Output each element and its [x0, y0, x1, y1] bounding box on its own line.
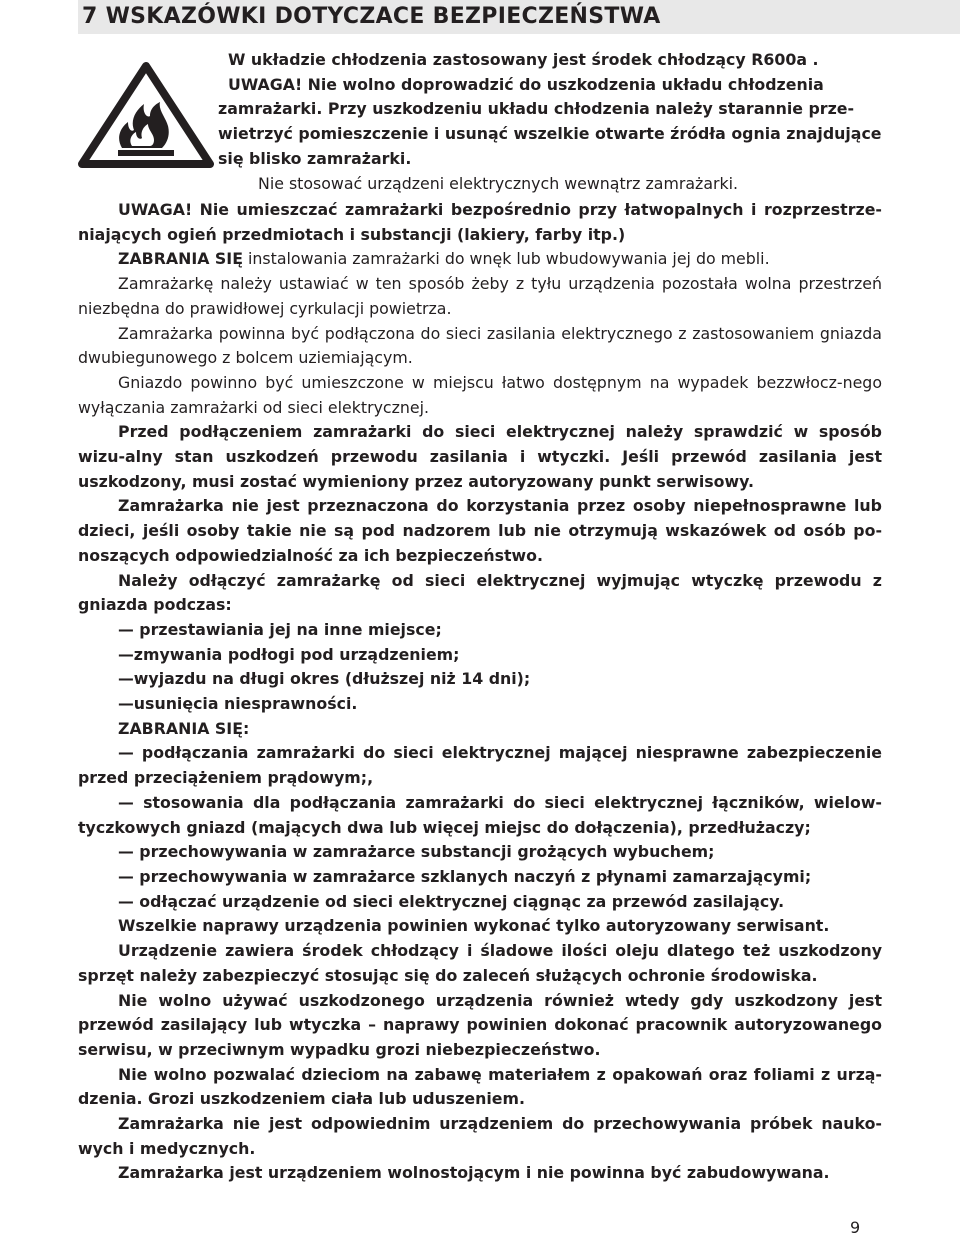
list-item: — podłączania zamrażarki do sieci elektrycznej mającej niesprawne zabezpieczenie przed przeciążeniem prądowym;, — [78, 743, 882, 788]
list-item: —zmywania podłogi pod urządzeniem; — [118, 644, 460, 664]
list-item: — przechowywania w zamrażarce szklanych naczyń z płynami zamarzającymi; — [118, 866, 812, 886]
list-item: —wyjazdu na długi okres (dłuższej niż 14 dni); — [118, 669, 531, 689]
paragraph: Nie wolno pozwalać dzieciom na zabawę materiałem z opakowań oraz foliami z urzą-dzenia. Grozi uszkodzeniem ciała lub uduszeniem. — [78, 1064, 882, 1109]
paragraph: Urządzenie zawiera środek chłodzący i śladowe ilości oleju dlatego też uszkodzony sprzęt należy zabezpieczyć stosując się do zaleceń służących ochronie środowiska. — [78, 941, 882, 985]
intro-line: Nie stosować urządzeni elektrycznych wewnątrz zamrażarki. — [258, 173, 739, 193]
paragraph: Zamrażarka nie jest odpowiednim urządzeniem do przechowywania próbek nauko-wych i medycznych. — [78, 1114, 882, 1158]
list-item: —usunięcia niesprawności. — [118, 694, 358, 714]
paragraph: Nie wolno używać uszkodzonego urządzenia również wtedy gdy uszkodzony jest przewód zasilający lub wtyczka – naprawy powinien dokonać pracownik autoryzowanego serwisu, w przeciwnym wypadku grozi niebezpieczeństwo. — [78, 990, 882, 1059]
paragraph: Zamrażarka nie jest przeznaczona do korzystania przez osoby niepełnosprawne lub dzieci, jeśli osoby takie nie są pod nadzorem lub nie otrzymują wskazówek od osób po-noszących odpowiedzialność za ich bezpieczeństwo. — [78, 496, 882, 565]
list-item: — stosowania dla podłączania zamrażarki do sieci elektrycznej łączników, wielow-tyczkowych gniazd (mających dwa lub więcej miejsc do dołączenia), przedłużaczy; — [78, 792, 882, 837]
intro-line: W układzie chłodzenia zastosowany jest środek chłodzący R600a . — [228, 50, 819, 69]
flammable-warning-triangle-icon — [78, 60, 214, 170]
safety-instructions — [78, 198, 882, 1186]
section-header — [78, 0, 960, 34]
paragraph — [78, 247, 882, 272]
prohibition-heading: ZABRANIA SIĘ: — [118, 718, 250, 738]
section-title: 7 WSKAZÓWKI DOTYCZACE BEZPIECZEŃSTWA — [82, 4, 661, 29]
list-item: — przestawiania jej na inne miejsce; — [118, 619, 442, 639]
paragraph-text: instalowania zamrażarki do wnęk lub wbudowywania jej do mebli. — [242, 249, 770, 269]
paragraph: Zamrażarkę należy ustawiać w ten sposób żeby z tyłu urządzenia pozostała wolna przestrzeń niezbędna do prawidłowej cyrkulacji powietrza. — [78, 274, 882, 318]
list-item: — odłączać urządzenie od sieci elektrycznej ciągnąc za przewód zasilający. — [118, 891, 785, 911]
paragraph: Zamrażarka jest urządzeniem wolnostojącym i nie powinna być zabudowywana. — [118, 1163, 830, 1183]
paragraph: Wszelkie naprawy urządzenia powinien wykonać tylko autoryzowany serwisant. — [118, 916, 830, 936]
intro-line: UWAGA! Nie wolno doprowadzić do uszkodzenia układu chłodzenia — [228, 74, 824, 94]
intro-block — [218, 48, 882, 196]
intro-line: się blisko zamrażarki. — [218, 148, 412, 168]
paragraph: UWAGA! Nie umieszczać zamrażarki bezpośrednio przy łatwopalnych i rozprzestrze-niających ogień przedmiotach i substancji (lakiery, farby itp.) — [78, 200, 882, 244]
page-number: 9 — [850, 1218, 861, 1237]
paragraph: Przed podłączeniem zamrażarki do sieci elektrycznej należy sprawdzić w sposób wizu-alny stan uszkodzeń przewodu zasilania i wtyczki. Jeśli przewód zasilania jest uszkodzony, musi zostać wymieniony przez autoryzowany punkt serwisowy. — [78, 422, 882, 491]
intro-line: wietrzyć pomieszczenie i usunąć wszelkie otwarte źródła ognia znajdujące — [218, 124, 882, 144]
paragraph: Należy odłączyć zamrażarkę od sieci elektrycznej wyjmując wtyczkę przewodu z gniazda podczas: — [78, 570, 882, 615]
list-item: — przechowywania w zamrażarce substancji grożących wybuchem; — [118, 842, 715, 862]
paragraph: Gniazdo powinno być umieszczone w miejscu łatwo dostępnym na wypadek bezzwłocz-nego wyłączania zamrażarki od sieci elektrycznej. — [78, 372, 882, 417]
prohibition-label: ZABRANIA SIĘ — [118, 249, 243, 269]
intro-line: zamrażarki. Przy uszkodzeniu układu chłodzenia należy starannie prze- — [218, 99, 855, 119]
paragraph: Zamrażarka powinna być podłączona do sieci zasilania elektrycznego z zastosowaniem gniazda dwubiegunowego z bolcem uziemiającym. — [78, 323, 882, 368]
